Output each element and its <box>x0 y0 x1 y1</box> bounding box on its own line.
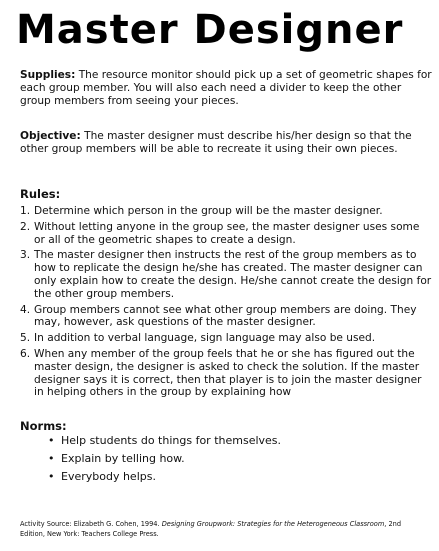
source-suffix: , 2nd Edition, New York: Teachers College Press. <box>20 520 402 538</box>
norm-text: Everybody helps. <box>61 470 156 483</box>
rule-item <box>20 249 432 300</box>
rule-item <box>20 348 432 399</box>
rules-heading: Rules: <box>20 187 61 201</box>
rule-item <box>20 221 432 247</box>
norm-text: Help students do things for themselves. <box>61 434 282 447</box>
rule-item <box>20 332 432 345</box>
norm-item <box>48 434 281 447</box>
bullet-icon: • <box>48 452 55 465</box>
rule-text: Determine which person in the group will be the master designer. <box>34 205 383 217</box>
norm-text: Explain by telling how. <box>61 452 185 465</box>
activity-source-citation <box>20 520 425 539</box>
source-prefix: Activity Source: Elizabeth G. Cohen, 1994. <box>20 520 162 528</box>
source-book-title: Designing Groupwork: Strategies for the Heterogeneous Classroom <box>161 520 385 528</box>
rule-text: Group members cannot see what other group members are doing. They may, however, ask questions of the master designer. <box>34 303 417 329</box>
page-title: Master Designer <box>16 7 404 53</box>
rules-list <box>20 205 432 402</box>
norm-item <box>48 470 281 483</box>
rule-text: When any member of the group feels that he or she has figured out the master design, the designer is asked to check the solution. If the master designer says it is correct, then that player is to join the master designer in helping others in the group by explaining how <box>34 347 422 399</box>
rule-number: 2. <box>20 220 31 233</box>
rule-number: 3. <box>20 249 31 262</box>
bullet-icon: • <box>48 470 55 483</box>
rule-item <box>20 205 432 218</box>
norms-heading: Norms: <box>20 419 67 433</box>
objective-text: The master designer must describe his/her design so that the other group members will be able to recreate it using their own pieces. <box>20 130 412 155</box>
rule-number: 4. <box>20 303 31 316</box>
supplies-paragraph <box>20 69 432 107</box>
rule-number: 1. <box>20 205 31 217</box>
rule-text: In addition to verbal language, sign language may also be used. <box>34 332 376 345</box>
rule-text: The master designer then instructs the rest of the group members as to how to replicate the design he/she has created. The master designer can only explain how to create the design. He/she cannot create the design for the other group members. <box>34 249 432 300</box>
rule-number: 5. <box>20 332 31 345</box>
norm-item <box>48 452 281 465</box>
supplies-label: Supplies: <box>20 69 76 81</box>
supplies-text: The resource monitor should pick up a set of geometric shapes for each group member. You will also each need a divider to keep the other group members from seeing your pieces. <box>20 69 432 107</box>
rule-text: Without letting anyone in the group see, the master designer uses some or all of the geometric shapes to create a design. <box>34 220 420 246</box>
rule-number: 6. <box>20 347 31 360</box>
objective-paragraph <box>20 130 432 156</box>
bullet-icon: • <box>48 434 55 447</box>
objective-label: Objective: <box>20 130 81 142</box>
norms-list <box>48 434 281 488</box>
rule-item <box>20 304 432 330</box>
